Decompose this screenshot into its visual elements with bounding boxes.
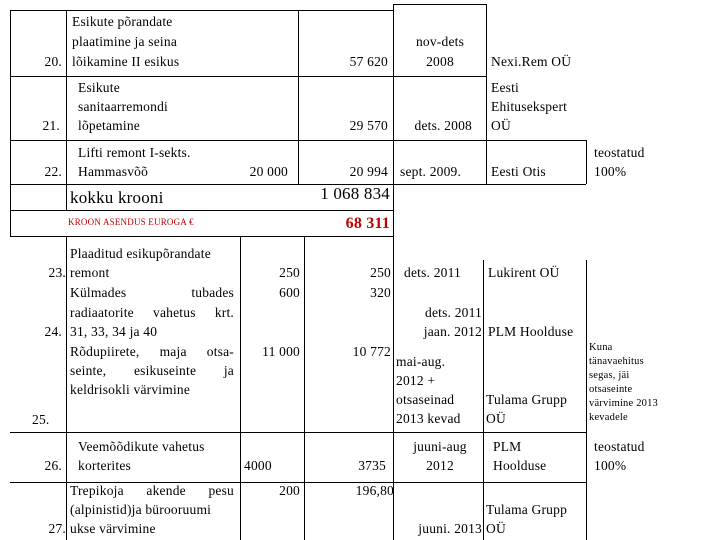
description-line: (alpinistid)ja bürooruumi: [70, 502, 212, 517]
company-name: OÜ: [486, 521, 506, 536]
description-line: Esikute põrandate: [72, 14, 173, 29]
budget-value: 11 000: [262, 344, 300, 359]
budget-value: 20 000: [249, 164, 288, 179]
description-line: Plaaditud esikupõrandate: [70, 246, 211, 261]
company-name: PLM: [493, 439, 522, 454]
total-value: 1 068 834: [320, 184, 390, 203]
budget-value: 250: [279, 265, 300, 280]
description-line: Hammasvõõ: [78, 164, 149, 179]
row-number: 26.: [44, 458, 62, 473]
description-line: Trepikoja akende pesu: [70, 483, 234, 498]
row-number: 22.: [44, 164, 62, 179]
company-name: Ehitusekspert: [491, 99, 568, 114]
status-note: segas, jäi: [589, 370, 630, 381]
status-note: 100%: [594, 164, 627, 179]
budget-value: 200: [279, 483, 300, 498]
cost-value: 320: [370, 285, 391, 300]
company-name: Eesti Otis: [491, 164, 546, 179]
date-text: juuni-aug: [413, 439, 467, 454]
date-text: 2012 +: [396, 373, 436, 388]
date-text: juuni. 2013: [418, 521, 482, 536]
status-note: teostatud: [594, 439, 645, 454]
description-line: Veemõõdikute vahetus: [78, 439, 205, 454]
cost-value: 10 772: [352, 344, 391, 359]
date-text: dets. 2011: [404, 265, 461, 280]
row-number: 25.: [32, 412, 50, 427]
cost-value: 3735: [358, 458, 386, 473]
date-text: 2013 kevad: [396, 411, 461, 426]
company-name: Eesti: [491, 80, 519, 95]
company-name: OÜ: [486, 411, 506, 426]
date-text: 2008: [426, 54, 454, 69]
row-number: 20.: [44, 54, 62, 69]
description-line: Lifti remont I-sekts.: [78, 145, 191, 160]
status-note: 100%: [594, 458, 627, 473]
description-line: Esikute: [78, 80, 120, 95]
description-line: remont: [70, 265, 110, 280]
description-line: plaatimine ja seina: [72, 34, 178, 49]
company-name: Hoolduse: [493, 458, 547, 473]
description-line: seinte, esikuseinte ja: [70, 363, 234, 378]
description-line: 31, 33, 34 ja 40: [70, 324, 158, 339]
status-note: värvimine 2013: [589, 398, 658, 409]
status-note: kevadele: [589, 412, 628, 423]
euro-value: 68 311: [345, 215, 390, 232]
description-line: sanitaarremondi: [78, 99, 168, 114]
status-note: otsaseinte: [589, 384, 633, 395]
budget-value: 600: [279, 285, 300, 300]
cost-value: 250: [370, 265, 391, 280]
description-line: lõpetamine: [78, 118, 140, 133]
status-note: teostatud: [594, 145, 645, 160]
date-text: otsaseinad: [396, 392, 455, 407]
row-number: 23.: [48, 265, 66, 280]
company-name: Lukirent OÜ: [488, 265, 560, 280]
row-number: 21.: [42, 118, 60, 133]
company-name: Nexi.Rem OÜ: [491, 54, 572, 69]
date-text: dets. 2008: [414, 118, 472, 133]
date-text: mai-aug.: [396, 354, 446, 369]
budget-value: 4000: [244, 458, 272, 473]
date-text: sept. 2009.: [400, 164, 462, 179]
status-note: Kuna: [589, 342, 613, 353]
description-line: Külmades tubades: [70, 285, 234, 300]
euro-label: KROON ASENDUS EUROGA €: [68, 217, 194, 227]
description-line: ukse värvimine: [70, 521, 156, 536]
date-text: dets. 2011: [425, 305, 482, 320]
description-line: Rõdupiirete, maja otsa-: [70, 344, 234, 359]
cost-value: 29 570: [349, 118, 388, 133]
date-text: 2012: [426, 458, 454, 473]
description-line: radiaatorite vahetus krt.: [70, 305, 234, 320]
cost-value: 57 620: [349, 54, 388, 69]
date-text: jaan. 2012: [423, 324, 482, 339]
cost-value: 196,80: [355, 483, 394, 498]
cost-value: 20 994: [349, 164, 388, 179]
description-line: keldrisokli värvimine: [70, 382, 191, 397]
total-label: kokku krooni: [70, 188, 164, 207]
company-name: OÜ: [491, 118, 511, 133]
status-note: tänavaehitus: [589, 356, 644, 367]
description-line: korterites: [78, 458, 131, 473]
row-number: 24.: [44, 324, 62, 339]
date-text: nov-dets: [415, 34, 465, 49]
company-name: PLM Hoolduse: [488, 324, 574, 339]
company-name: Tulama Grupp: [486, 392, 568, 407]
description-line: lõikamine II esikus: [72, 54, 180, 69]
company-name: Tulama Grupp: [486, 502, 568, 517]
row-number: 27.: [48, 521, 66, 536]
